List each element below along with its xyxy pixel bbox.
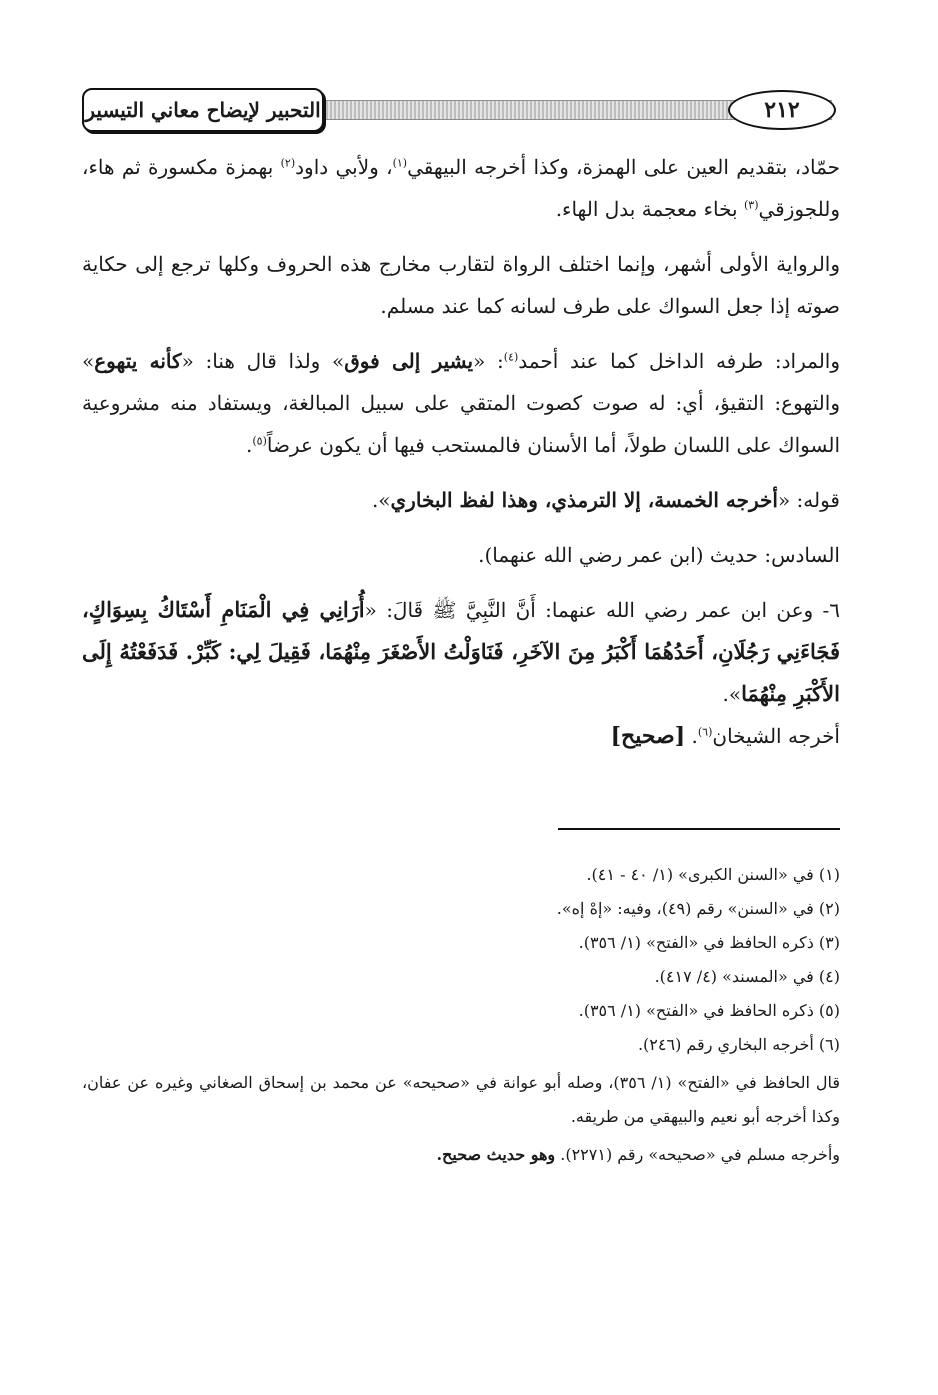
- text-run: والمراد: طرفه الداخل كما عند أحمد: [518, 349, 840, 373]
- text-run: أخرجه الشيخان: [712, 724, 840, 748]
- text-run: ».: [371, 488, 391, 512]
- text-run: بهمزة مكسورة ثم هاء،: [82, 155, 281, 179]
- hadith-source-line: [82, 715, 840, 757]
- footnote-ref-3: (٣): [743, 198, 759, 212]
- footnote-ref-6: (٦): [697, 725, 713, 739]
- text-run: .: [245, 433, 253, 457]
- hadith-text: أُرَانِي فِي الْمَنَامِ أَسْتَاكُ بِسِوَاكٍ، فَجَاءَنِي رَجُلَانِ، أَحَدُهُمَا أَكْبَرُ مِنَ الآخَرِ، فَنَاوَلْتُ الأَصْغَرَ مِنْهُمَا، فَقِيلَ لِي: كَبِّرْ. فَدَفَعْتُهُ إِلَى الأَكْبَرِ مِنْهُمَا: [82, 597, 840, 706]
- footnote-6: (٦) أخرجه البخاري رقم (٢٤٦).: [637, 1035, 840, 1054]
- text-run: بخاء معجمة بدل الهاء.: [555, 197, 744, 221]
- text-run: حمّاد، بتقديم العين على الهمزة، وكذا أخرجه البيهقي: [407, 155, 840, 179]
- footnote-3: (٣) ذكره الحافظ في «الفتح» (١/ ٣٥٦).: [578, 933, 840, 952]
- footnotes: [82, 858, 840, 1172]
- quoted-text: كأنه يتهوع: [94, 349, 182, 373]
- editor-note-2: [82, 1138, 840, 1172]
- page-number: ٢١٢: [728, 90, 836, 130]
- footnote-ref-4: (٤): [503, 350, 519, 364]
- footnote-2: (٢) في «السنن» رقم (٤٩)، وفيه: «إهْ إه».: [556, 899, 840, 918]
- hadith-paragraph: [82, 589, 840, 757]
- text-run: » ولذا قال هنا: «: [181, 349, 345, 373]
- editor-note-1: قال الحافظ في «الفتح» (١/ ٣٥٦)، وصله أبو عوانة في «صحيحه» عن محمد بن إسحاق الصغاني وغيره عن عفان، وكذا أخرجه أبو نعيم والبيهقي من طريقه.: [82, 1073, 840, 1126]
- text-run: وأخرجه مسلم في «صحيحه» رقم (٢٢٧١).: [555, 1145, 840, 1164]
- footnote-5: (٥) ذكره الحافظ في «الفتح» (١/ ٣٥٦).: [578, 1001, 840, 1020]
- paragraph-2: والرواية الأولى أشهر، وإنما اختلف الرواة لتقارب مخارج هذه الحروف وكلها ترجع إلى حكاية صوته إذا جعل السواك على طرف لسانه كما عند مسلم.: [82, 252, 840, 318]
- hadith-grade: [صحيح]: [610, 723, 686, 749]
- footnote-ref-1: (١): [392, 156, 408, 170]
- footnote-4: (٤) في «المسند» (٤/ ٤١٧).: [654, 967, 840, 986]
- main-text: [82, 146, 840, 770]
- page-header: [82, 86, 840, 132]
- text-run: » والتهوع: التقيؤ، أي: له صوت كصوت المتقي على سبيل المبالغة، ويستفاد منه مشروعية السواك على اللسان طولاً، أما الأسنان فالمستحب فيها أن يكون عرضاً: [82, 349, 840, 457]
- paragraph-4: [82, 479, 840, 521]
- text-run: : «: [473, 349, 504, 373]
- text-run: وللجوزقي: [758, 197, 840, 221]
- quoted-text: يشير إلى فوق: [344, 349, 474, 373]
- footnote-ref-2: (٢): [280, 156, 296, 170]
- footnote-ref-5: (٥): [252, 434, 267, 448]
- text-run: ٦- وعن ابن عمر رضي الله عنهما: أَنَّ النَّبِيَّ ﷺ قَالَ: «: [364, 598, 840, 622]
- footnote-separator: [558, 828, 840, 830]
- footnote-1: (١) في «السنن الكبرى» (١/ ٤٠ - ٤١).: [586, 865, 840, 884]
- text-run: ».: [722, 682, 742, 706]
- text-run: ، ولأبي داود: [295, 155, 393, 179]
- text-run: .: [685, 724, 698, 748]
- text-run: قوله: «: [777, 488, 840, 512]
- paragraph-1: [82, 146, 840, 230]
- grade-text: وهو حديث صحيح.: [436, 1145, 556, 1164]
- section-heading: السادس: حديث (ابن عمر رضي الله عنهما).: [478, 543, 840, 567]
- book-title: التحبير لإيضاح معاني التيسير: [82, 88, 324, 132]
- quoted-text: أخرجه الخمسة، إلا الترمذي، وهذا لفظ البخاري: [390, 488, 778, 512]
- paragraph-3: [82, 340, 840, 466]
